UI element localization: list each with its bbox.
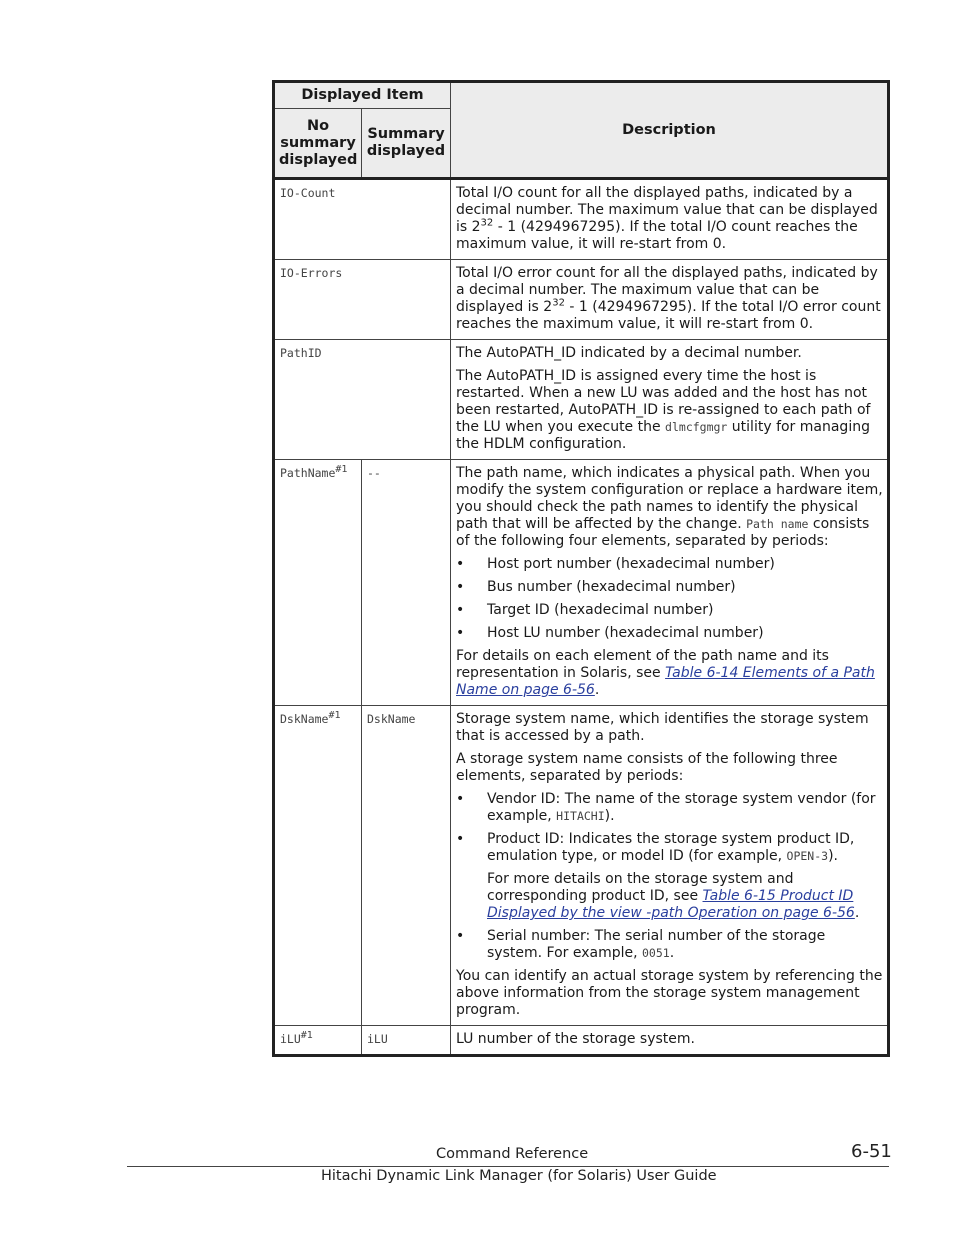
description-io-errors: Total I/O error count for all the displayed paths, indicated by a decimal number. The maximum value that can be displayed is $2^{32} - 1$ (4294967295). If the total I/O error count reaches the maximum value, it will re-start from 0. bbox=[451, 260, 889, 340]
displayed-items-table bbox=[272, 80, 890, 1057]
table-row bbox=[274, 179, 889, 260]
list-item: • Target ID (hexadecimal number) bbox=[456, 602, 714, 618]
list-item: • Host LU number (hexadecimal number) bbox=[456, 625, 764, 641]
page-number: 6-51 bbox=[851, 1141, 892, 1162]
storage-name-elements-list bbox=[456, 791, 883, 865]
list-item: • Vendor ID: The name of the storage system vendor (for example, HITACHI). bbox=[456, 791, 876, 824]
header-summary: Summary displayed bbox=[362, 109, 451, 179]
description-dsk-name: Storage system name, which identifies the storage system that is accessed by a path. A storage system name consists of the following three elements, separated by periods: • Vendor ID: The name of the storage system vendor (for example, HITACHI). • Product ID: Indicates the storage system product ID, emulation type, or model ID (for example, OPEN-3). For more details on the storage system and corresponding product ID, see Table 6-15 Product ID Displayed by the view -path Operation on page 6-56. • Serial number: The serial number of the storage system. For example, 0051. You can identify an actual storage system by referencing the above information from the storage system management program. bbox=[451, 706, 889, 1026]
list-item: • Serial number: The serial number of the storage system. For example, 0051. bbox=[456, 928, 826, 961]
summary-ilu: iLU bbox=[362, 1026, 451, 1056]
footer-guide-title: Hitachi Dynamic Link Manager (for Solaris) User Guide bbox=[321, 1168, 717, 1184]
summary-path-name: -- bbox=[362, 460, 451, 706]
header-displayed-item: Displayed Item bbox=[274, 82, 451, 109]
link-table-6-15[interactable]: Table 6-15 Product ID Displayed by the view -path Operation on page 6-56 bbox=[487, 888, 855, 921]
list-item: • Product ID: Indicates the storage system product ID, emulation type, or model ID (for example, OPEN-3). bbox=[456, 831, 855, 864]
description-io-count: Total I/O count for all the displayed paths, indicated by a decimal number. The maximum value that can be displayed is $2^{32} - 1$ (4294967295). If the total I/O count reaches the maximum value, it will re-start from 0. bbox=[451, 179, 889, 260]
item-ilu: iLU$^{\#1}$ bbox=[274, 1026, 362, 1056]
table-row bbox=[274, 260, 889, 340]
header-no-summary: No summary displayed bbox=[274, 109, 362, 179]
item-io-count: IO-Count bbox=[274, 179, 451, 260]
footer-section-title: Command Reference bbox=[436, 1146, 589, 1162]
table-row bbox=[274, 1026, 889, 1056]
summary-dsk-name: DskName bbox=[362, 706, 451, 1026]
item-dsk-name: DskName$^{\#1}$ bbox=[274, 706, 362, 1026]
list-item: • Bus number (hexadecimal number) bbox=[456, 579, 736, 595]
description-path-name: The path name, which indicates a physical path. When you modify the system configuration or replace a hardware item, you should check the path names to identify the physical path that will be affected by the change. Path name consists of the following four elements, separated by periods: • Host port number (hexadecimal number) • Bus number (hexadecimal number) • Target ID (hexadecimal number) • Host LU number (hexadecimal number) For details on each element of the path name and its representation in Solaris, see Table 6-14 Elements of a Path Name on page 6-56. bbox=[451, 460, 889, 706]
description-path-id: The AutoPATH_ID indicated by a decimal number. The AutoPATH_ID is assigned every time the host is restarted. When a new LU was added and the host has not been restarted, AutoPATH_ID is re-assigned to each path of the LU when you execute the dlmcfgmgr utility for managing the HDLM configuration. bbox=[451, 340, 889, 460]
description-ilu: LU number of the storage system. bbox=[451, 1026, 889, 1056]
table-row bbox=[274, 460, 889, 706]
link-table-6-14[interactable]: Table 6-14 Elements of a Path Name on page 6-56 bbox=[456, 665, 875, 698]
table-row bbox=[274, 340, 889, 460]
item-path-id: PathID bbox=[274, 340, 451, 460]
footer-divider bbox=[127, 1166, 889, 1167]
table-row bbox=[274, 706, 889, 1026]
header-description: Description bbox=[451, 82, 889, 179]
item-io-errors: IO-Errors bbox=[274, 260, 451, 340]
list-item: • Host port number (hexadecimal number) bbox=[456, 556, 775, 572]
item-path-name: PathName$^{\#1}$ bbox=[274, 460, 362, 706]
path-name-elements-list bbox=[456, 556, 883, 642]
